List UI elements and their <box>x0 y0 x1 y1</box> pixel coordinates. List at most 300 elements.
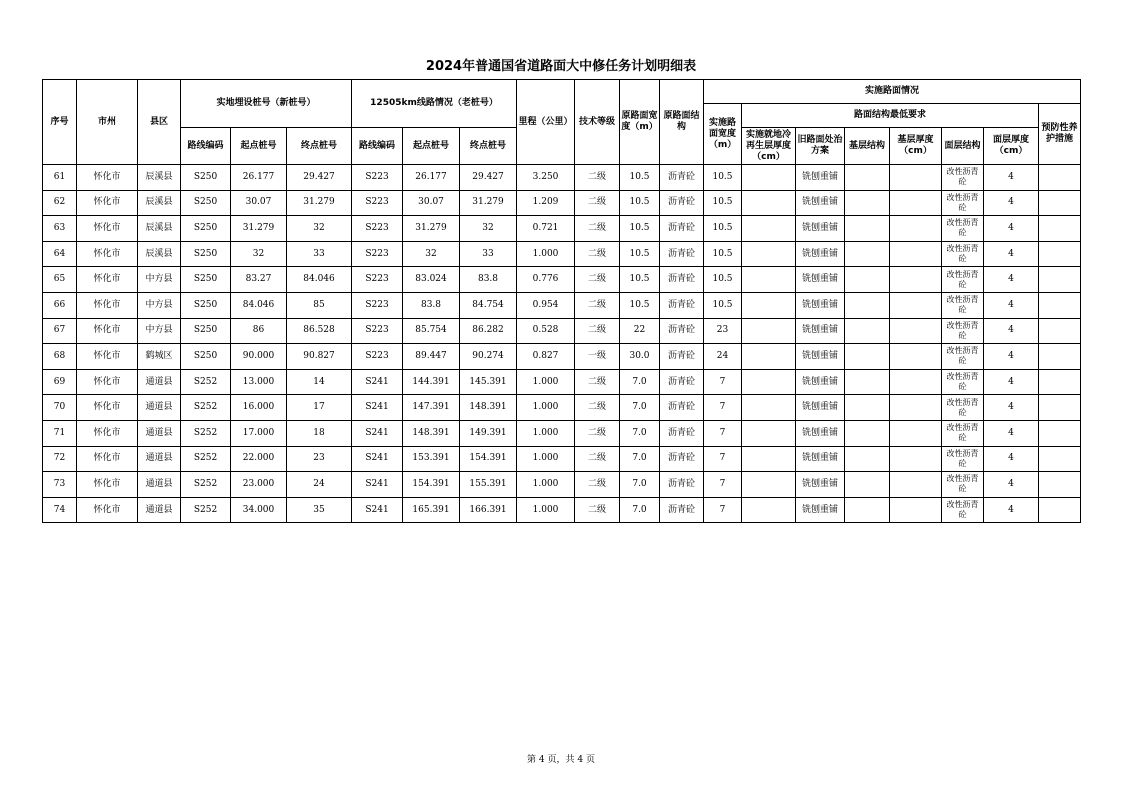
cell-surface-structure: 改性沥青砼 <box>942 165 984 191</box>
cell-preventive <box>1039 369 1081 395</box>
cell-base-structure <box>845 472 890 498</box>
header-min-req-group: 路面结构最低要求 <box>742 104 1039 128</box>
cell-old-start-pile: 26.177 <box>403 165 460 191</box>
table-row <box>43 267 1081 293</box>
cell-new-start-pile: 23.000 <box>231 472 287 498</box>
cell-surface-thickness: 4 <box>984 497 1039 523</box>
cell-new-start-pile: 26.177 <box>231 165 287 191</box>
cell-city: 怀化市 <box>77 344 138 370</box>
cell-new-end-pile: 17 <box>287 395 352 421</box>
cell-new-end-pile: 84.046 <box>287 267 352 293</box>
cell-old-route-code: S241 <box>352 472 403 498</box>
table-row <box>43 216 1081 242</box>
cell-impl-width: 7 <box>704 497 742 523</box>
cell-recycle-thickness <box>742 497 796 523</box>
cell-recycle-thickness <box>742 318 796 344</box>
cell-old-start-pile: 32 <box>403 241 460 267</box>
table-row <box>43 165 1081 191</box>
table-body <box>43 165 1081 523</box>
cell-new-start-pile: 32 <box>231 241 287 267</box>
cell-tech-grade: 二级 <box>575 267 620 293</box>
table-row <box>43 344 1081 370</box>
header-surface-thickness: 面层厚度（cm） <box>984 128 1039 165</box>
cell-county: 通道县 <box>138 497 181 523</box>
cell-base-structure <box>845 344 890 370</box>
cell-orig-width: 7.0 <box>620 395 660 421</box>
cell-tech-grade: 二级 <box>575 497 620 523</box>
cell-surface-structure: 改性沥青砼 <box>942 267 984 293</box>
cell-impl-width: 24 <box>704 344 742 370</box>
cell-old-treatment: 铣刨重铺 <box>796 165 845 191</box>
cell-impl-width: 7 <box>704 395 742 421</box>
cell-surface-thickness: 4 <box>984 190 1039 216</box>
table-row <box>43 497 1081 523</box>
cell-recycle-thickness <box>742 216 796 242</box>
cell-old-end-pile: 155.391 <box>460 472 517 498</box>
cell-old-route-code: S241 <box>352 420 403 446</box>
cell-seq: 69 <box>43 369 77 395</box>
cell-old-end-pile: 83.8 <box>460 267 517 293</box>
cell-seq: 71 <box>43 420 77 446</box>
cell-base-thickness <box>890 369 942 395</box>
cell-new-route-code: S252 <box>181 446 231 472</box>
cell-base-structure <box>845 369 890 395</box>
cell-base-structure <box>845 395 890 421</box>
cell-orig-structure: 沥青砼 <box>660 216 704 242</box>
cell-orig-width: 7.0 <box>620 472 660 498</box>
cell-old-start-pile: 153.391 <box>403 446 460 472</box>
cell-orig-structure: 沥青砼 <box>660 267 704 293</box>
header-mileage: 里程（公里） <box>517 80 575 165</box>
cell-old-start-pile: 148.391 <box>403 420 460 446</box>
cell-county: 中方县 <box>138 267 181 293</box>
cell-surface-structure: 改性沥青砼 <box>942 497 984 523</box>
cell-new-end-pile: 23 <box>287 446 352 472</box>
cell-surface-structure: 改性沥青砼 <box>942 190 984 216</box>
cell-base-thickness <box>890 446 942 472</box>
cell-preventive <box>1039 165 1081 191</box>
header-old-route-code: 路线编码 <box>352 128 403 165</box>
cell-base-structure <box>845 318 890 344</box>
cell-orig-width: 10.5 <box>620 165 660 191</box>
cell-county: 辰溪县 <box>138 165 181 191</box>
cell-recycle-thickness <box>742 472 796 498</box>
cell-new-start-pile: 90.000 <box>231 344 287 370</box>
cell-old-start-pile: 89.447 <box>403 344 460 370</box>
cell-city: 怀化市 <box>77 446 138 472</box>
cell-mileage: 1.000 <box>517 472 575 498</box>
cell-recycle-thickness <box>742 395 796 421</box>
cell-old-end-pile: 29.427 <box>460 165 517 191</box>
cell-surface-structure: 改性沥青砼 <box>942 446 984 472</box>
cell-impl-width: 7 <box>704 369 742 395</box>
cell-surface-thickness: 4 <box>984 267 1039 293</box>
header-base-thickness: 基层厚度（cm） <box>890 128 942 165</box>
cell-preventive <box>1039 267 1081 293</box>
cell-orig-width: 10.5 <box>620 267 660 293</box>
cell-city: 怀化市 <box>77 318 138 344</box>
cell-base-thickness <box>890 472 942 498</box>
cell-new-route-code: S250 <box>181 241 231 267</box>
cell-new-start-pile: 22.000 <box>231 446 287 472</box>
cell-old-treatment: 铣刨重铺 <box>796 395 845 421</box>
cell-new-route-code: S252 <box>181 369 231 395</box>
cell-old-treatment: 铣刨重铺 <box>796 446 845 472</box>
cell-orig-width: 7.0 <box>620 369 660 395</box>
cell-recycle-thickness <box>742 369 796 395</box>
cell-old-treatment: 铣刨重铺 <box>796 472 845 498</box>
cell-city: 怀化市 <box>77 190 138 216</box>
cell-old-route-code: S223 <box>352 267 403 293</box>
header-impl-group: 实施路面情况 <box>704 80 1081 104</box>
header-old-end-pile: 终点桩号 <box>460 128 517 165</box>
cell-old-route-code: S241 <box>352 369 403 395</box>
table-row <box>43 241 1081 267</box>
cell-old-start-pile: 85.754 <box>403 318 460 344</box>
cell-orig-structure: 沥青砼 <box>660 472 704 498</box>
cell-base-thickness <box>890 165 942 191</box>
cell-old-route-code: S223 <box>352 344 403 370</box>
cell-old-route-code: S241 <box>352 497 403 523</box>
cell-old-route-code: S241 <box>352 395 403 421</box>
cell-surface-thickness: 4 <box>984 472 1039 498</box>
cell-mileage: 0.721 <box>517 216 575 242</box>
cell-surface-thickness: 4 <box>984 216 1039 242</box>
cell-recycle-thickness <box>742 267 796 293</box>
cell-orig-structure: 沥青砼 <box>660 165 704 191</box>
header-new-end-pile: 终点桩号 <box>287 128 352 165</box>
cell-old-start-pile: 165.391 <box>403 497 460 523</box>
table-row <box>43 420 1081 446</box>
cell-surface-structure: 改性沥青砼 <box>942 292 984 318</box>
cell-old-treatment: 铣刨重铺 <box>796 190 845 216</box>
cell-new-end-pile: 90.827 <box>287 344 352 370</box>
cell-base-thickness <box>890 344 942 370</box>
cell-county: 中方县 <box>138 318 181 344</box>
cell-old-start-pile: 147.391 <box>403 395 460 421</box>
cell-impl-width: 10.5 <box>704 216 742 242</box>
cell-base-structure <box>845 216 890 242</box>
cell-mileage: 0.827 <box>517 344 575 370</box>
task-plan-table <box>42 79 1081 523</box>
cell-orig-width: 10.5 <box>620 216 660 242</box>
cell-base-thickness <box>890 497 942 523</box>
cell-base-structure <box>845 190 890 216</box>
cell-old-route-code: S223 <box>352 216 403 242</box>
cell-base-thickness <box>890 420 942 446</box>
cell-mileage: 1.000 <box>517 369 575 395</box>
cell-old-route-code: S223 <box>352 241 403 267</box>
cell-old-end-pile: 32 <box>460 216 517 242</box>
cell-preventive <box>1039 292 1081 318</box>
header-row-1 <box>43 80 1081 104</box>
header-orig-structure: 原路面结构 <box>660 80 704 165</box>
cell-county: 通道县 <box>138 395 181 421</box>
cell-mileage: 1.209 <box>517 190 575 216</box>
cell-county: 鹤城区 <box>138 344 181 370</box>
cell-surface-structure: 改性沥青砼 <box>942 241 984 267</box>
cell-old-end-pile: 86.282 <box>460 318 517 344</box>
header-base-structure: 基层结构 <box>845 128 890 165</box>
cell-new-route-code: S252 <box>181 497 231 523</box>
cell-tech-grade: 二级 <box>575 165 620 191</box>
cell-seq: 65 <box>43 267 77 293</box>
cell-base-thickness <box>890 318 942 344</box>
cell-orig-width: 7.0 <box>620 446 660 472</box>
cell-recycle-thickness <box>742 165 796 191</box>
cell-old-treatment: 铣刨重铺 <box>796 497 845 523</box>
cell-seq: 64 <box>43 241 77 267</box>
header-new-start-pile: 起点桩号 <box>231 128 287 165</box>
cell-seq: 72 <box>43 446 77 472</box>
cell-tech-grade: 二级 <box>575 318 620 344</box>
cell-surface-thickness: 4 <box>984 241 1039 267</box>
cell-preventive <box>1039 241 1081 267</box>
cell-old-end-pile: 31.279 <box>460 190 517 216</box>
table-row <box>43 395 1081 421</box>
cell-preventive <box>1039 446 1081 472</box>
cell-old-end-pile: 145.391 <box>460 369 517 395</box>
cell-old-start-pile: 154.391 <box>403 472 460 498</box>
cell-impl-width: 10.5 <box>704 241 742 267</box>
cell-old-route-code: S223 <box>352 292 403 318</box>
cell-preventive <box>1039 190 1081 216</box>
cell-old-end-pile: 84.754 <box>460 292 517 318</box>
cell-orig-structure: 沥青砼 <box>660 292 704 318</box>
cell-orig-structure: 沥青砼 <box>660 318 704 344</box>
cell-mileage: 1.000 <box>517 420 575 446</box>
cell-new-route-code: S250 <box>181 318 231 344</box>
cell-county: 通道县 <box>138 420 181 446</box>
cell-county: 辰溪县 <box>138 190 181 216</box>
cell-base-thickness <box>890 395 942 421</box>
cell-surface-structure: 改性沥青砼 <box>942 216 984 242</box>
header-recycle-thickness: 实施就地冷再生层厚度（cm） <box>742 128 796 165</box>
cell-old-start-pile: 144.391 <box>403 369 460 395</box>
cell-old-treatment: 铣刨重铺 <box>796 369 845 395</box>
cell-new-end-pile: 85 <box>287 292 352 318</box>
cell-new-end-pile: 32 <box>287 216 352 242</box>
cell-base-thickness <box>890 190 942 216</box>
cell-base-thickness <box>890 267 942 293</box>
cell-mileage: 1.000 <box>517 395 575 421</box>
cell-tech-grade: 二级 <box>575 420 620 446</box>
cell-old-end-pile: 154.391 <box>460 446 517 472</box>
cell-county: 通道县 <box>138 369 181 395</box>
cell-mileage: 0.954 <box>517 292 575 318</box>
cell-tech-grade: 二级 <box>575 216 620 242</box>
cell-orig-width: 10.5 <box>620 190 660 216</box>
cell-old-treatment: 铣刨重铺 <box>796 318 845 344</box>
header-new-route-code: 路线编码 <box>181 128 231 165</box>
cell-seq: 66 <box>43 292 77 318</box>
cell-old-end-pile: 148.391 <box>460 395 517 421</box>
cell-new-end-pile: 18 <box>287 420 352 446</box>
cell-seq: 67 <box>43 318 77 344</box>
cell-city: 怀化市 <box>77 292 138 318</box>
cell-city: 怀化市 <box>77 369 138 395</box>
cell-old-start-pile: 30.07 <box>403 190 460 216</box>
cell-surface-thickness: 4 <box>984 318 1039 344</box>
cell-mileage: 1.000 <box>517 446 575 472</box>
page-title: 2024年普通国省道路面大中修任务计划明细表 <box>425 59 697 74</box>
cell-old-start-pile: 83.8 <box>403 292 460 318</box>
cell-base-structure <box>845 420 890 446</box>
cell-impl-width: 7 <box>704 446 742 472</box>
cell-new-route-code: S252 <box>181 472 231 498</box>
cell-new-start-pile: 31.279 <box>231 216 287 242</box>
cell-surface-thickness: 4 <box>984 395 1039 421</box>
header-tech-grade: 技术等级 <box>575 80 620 165</box>
cell-new-start-pile: 17.000 <box>231 420 287 446</box>
cell-orig-width: 22 <box>620 318 660 344</box>
cell-orig-structure: 沥青砼 <box>660 344 704 370</box>
header-seq: 序号 <box>43 80 77 165</box>
cell-recycle-thickness <box>742 292 796 318</box>
cell-county: 中方县 <box>138 292 181 318</box>
cell-surface-structure: 改性沥青砼 <box>942 318 984 344</box>
cell-new-start-pile: 30.07 <box>231 190 287 216</box>
cell-new-route-code: S252 <box>181 395 231 421</box>
cell-recycle-thickness <box>742 241 796 267</box>
cell-surface-structure: 改性沥青砼 <box>942 395 984 421</box>
cell-new-end-pile: 24 <box>287 472 352 498</box>
cell-old-start-pile: 31.279 <box>403 216 460 242</box>
cell-preventive <box>1039 318 1081 344</box>
cell-orig-structure: 沥青砼 <box>660 446 704 472</box>
cell-surface-structure: 改性沥青砼 <box>942 420 984 446</box>
header-impl-width: 实施路面宽度（m） <box>704 104 742 165</box>
cell-old-treatment: 铣刨重铺 <box>796 344 845 370</box>
header-preventive: 预防性养护措施 <box>1039 104 1081 165</box>
cell-preventive <box>1039 216 1081 242</box>
cell-city: 怀化市 <box>77 165 138 191</box>
cell-base-thickness <box>890 292 942 318</box>
cell-new-route-code: S250 <box>181 344 231 370</box>
cell-new-route-code: S250 <box>181 216 231 242</box>
cell-mileage: 3.250 <box>517 165 575 191</box>
cell-tech-grade: 一级 <box>575 344 620 370</box>
cell-impl-width: 7 <box>704 420 742 446</box>
cell-surface-thickness: 4 <box>984 165 1039 191</box>
cell-mileage: 1.000 <box>517 241 575 267</box>
cell-impl-width: 23 <box>704 318 742 344</box>
cell-preventive <box>1039 497 1081 523</box>
cell-new-end-pile: 14 <box>287 369 352 395</box>
cell-orig-width: 10.5 <box>620 292 660 318</box>
cell-seq: 62 <box>43 190 77 216</box>
cell-recycle-thickness <box>742 420 796 446</box>
cell-new-end-pile: 35 <box>287 497 352 523</box>
cell-base-thickness <box>890 216 942 242</box>
cell-new-start-pile: 83.27 <box>231 267 287 293</box>
cell-new-end-pile: 86.528 <box>287 318 352 344</box>
cell-old-route-code: S241 <box>352 446 403 472</box>
cell-orig-width: 7.0 <box>620 420 660 446</box>
cell-orig-structure: 沥青砼 <box>660 369 704 395</box>
cell-old-route-code: S223 <box>352 165 403 191</box>
cell-new-end-pile: 31.279 <box>287 190 352 216</box>
header-old-pile-group: 12505km线路情况（老桩号） <box>352 80 517 128</box>
cell-county: 辰溪县 <box>138 216 181 242</box>
cell-base-structure <box>845 292 890 318</box>
cell-orig-structure: 沥青砼 <box>660 395 704 421</box>
cell-old-treatment: 铣刨重铺 <box>796 241 845 267</box>
cell-tech-grade: 二级 <box>575 241 620 267</box>
cell-preventive <box>1039 395 1081 421</box>
cell-old-treatment: 铣刨重铺 <box>796 267 845 293</box>
cell-old-end-pile: 166.391 <box>460 497 517 523</box>
cell-old-end-pile: 33 <box>460 241 517 267</box>
cell-surface-structure: 改性沥青砼 <box>942 344 984 370</box>
cell-surface-structure: 改性沥青砼 <box>942 369 984 395</box>
cell-old-end-pile: 90.274 <box>460 344 517 370</box>
header-old-treatment: 旧路面处治方案 <box>796 128 845 165</box>
cell-old-route-code: S223 <box>352 190 403 216</box>
cell-mileage: 0.528 <box>517 318 575 344</box>
cell-orig-structure: 沥青砼 <box>660 420 704 446</box>
cell-mileage: 1.000 <box>517 497 575 523</box>
cell-tech-grade: 二级 <box>575 446 620 472</box>
cell-base-structure <box>845 497 890 523</box>
cell-preventive <box>1039 344 1081 370</box>
cell-preventive <box>1039 420 1081 446</box>
cell-tech-grade: 二级 <box>575 190 620 216</box>
cell-tech-grade: 二级 <box>575 472 620 498</box>
cell-city: 怀化市 <box>77 395 138 421</box>
cell-city: 怀化市 <box>77 420 138 446</box>
cell-old-route-code: S223 <box>352 318 403 344</box>
cell-impl-width: 10.5 <box>704 267 742 293</box>
cell-surface-structure: 改性沥青砼 <box>942 472 984 498</box>
header-county: 县区 <box>138 80 181 165</box>
cell-city: 怀化市 <box>77 267 138 293</box>
cell-surface-thickness: 4 <box>984 292 1039 318</box>
cell-new-start-pile: 84.046 <box>231 292 287 318</box>
cell-seq: 73 <box>43 472 77 498</box>
cell-seq: 63 <box>43 216 77 242</box>
cell-seq: 68 <box>43 344 77 370</box>
cell-impl-width: 10.5 <box>704 165 742 191</box>
cell-seq: 74 <box>43 497 77 523</box>
cell-orig-width: 10.5 <box>620 241 660 267</box>
cell-surface-thickness: 4 <box>984 369 1039 395</box>
cell-preventive <box>1039 472 1081 498</box>
cell-old-treatment: 铣刨重铺 <box>796 420 845 446</box>
header-orig-width: 原路面宽度（m） <box>620 80 660 165</box>
table-row <box>43 369 1081 395</box>
cell-new-end-pile: 33 <box>287 241 352 267</box>
cell-surface-thickness: 4 <box>984 420 1039 446</box>
table-row <box>43 472 1081 498</box>
cell-new-start-pile: 16.000 <box>231 395 287 421</box>
page-footer: 第 4 页，共 4 页 <box>527 755 595 765</box>
cell-city: 怀化市 <box>77 497 138 523</box>
table-row <box>43 446 1081 472</box>
cell-county: 通道县 <box>138 472 181 498</box>
cell-base-structure <box>845 446 890 472</box>
cell-new-route-code: S252 <box>181 420 231 446</box>
cell-recycle-thickness <box>742 446 796 472</box>
cell-old-start-pile: 83.024 <box>403 267 460 293</box>
cell-seq: 61 <box>43 165 77 191</box>
cell-tech-grade: 二级 <box>575 369 620 395</box>
table-row <box>43 292 1081 318</box>
header-city: 市州 <box>77 80 138 165</box>
cell-new-start-pile: 86 <box>231 318 287 344</box>
cell-base-structure <box>845 241 890 267</box>
cell-orig-structure: 沥青砼 <box>660 241 704 267</box>
